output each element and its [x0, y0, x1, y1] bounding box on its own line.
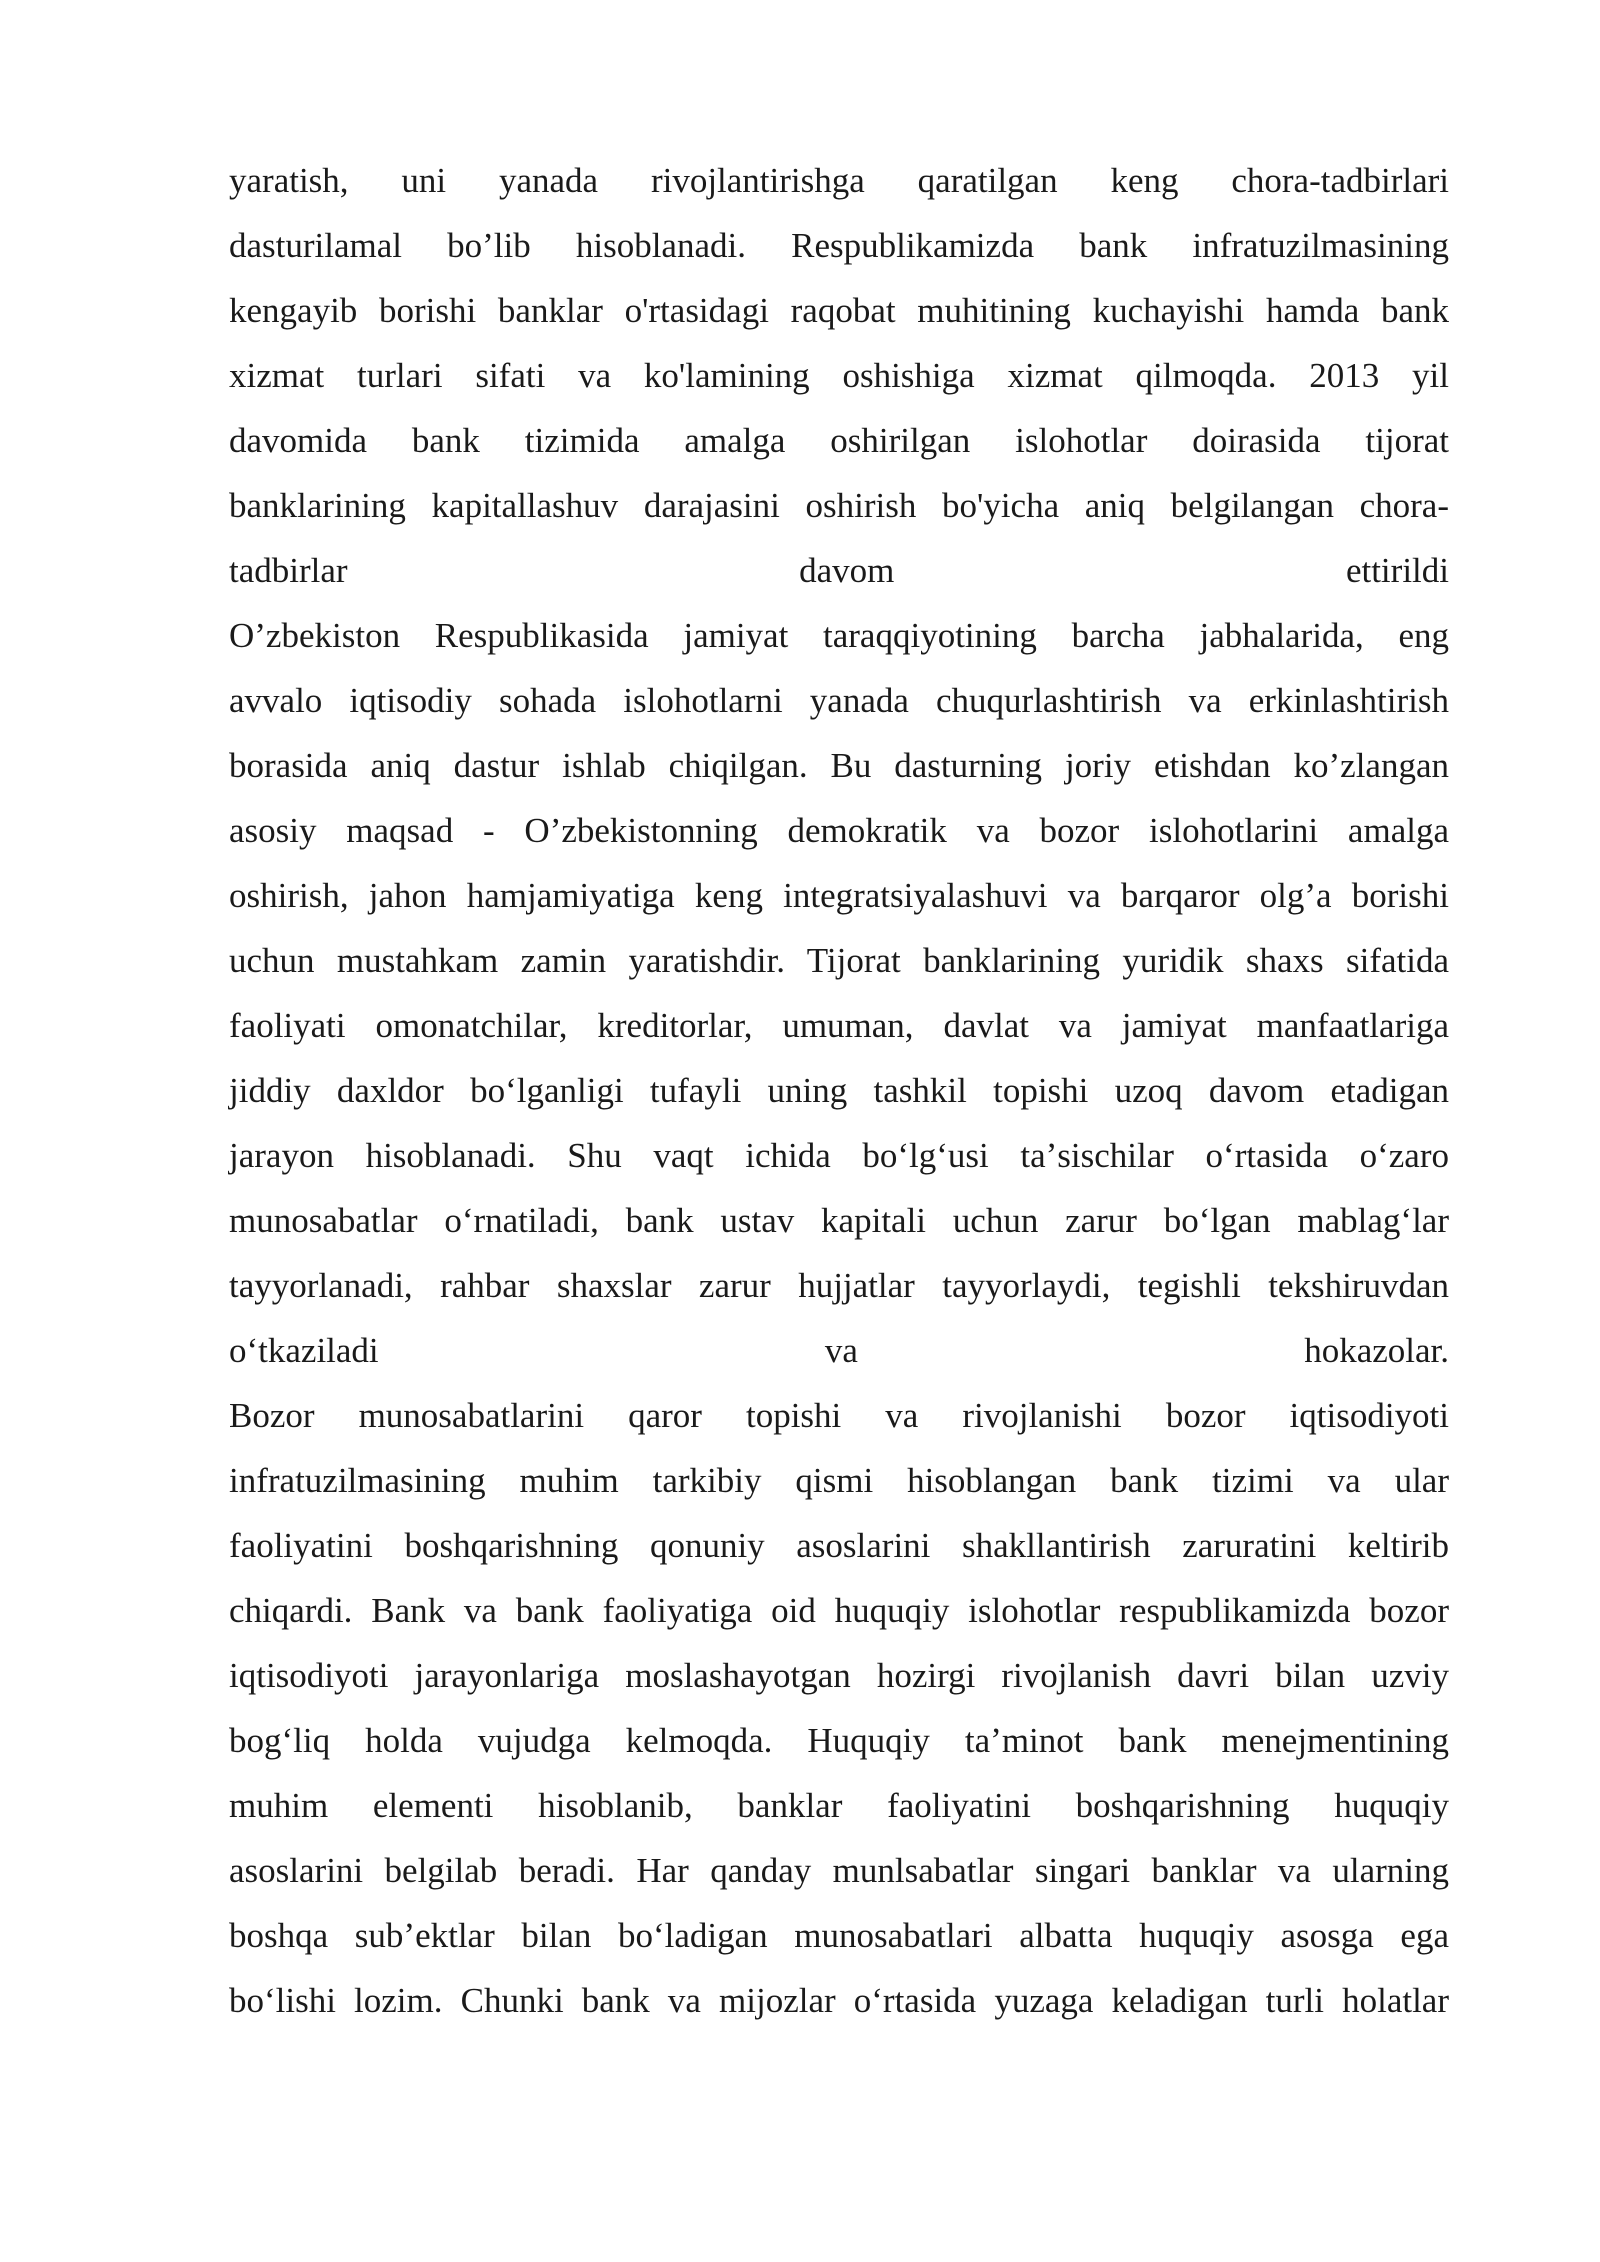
text-line: jiddiy daxldor boʻlganligi tufayli uning tashkil topishi uzoq davom etadigan: [229, 1071, 1449, 1110]
text-line: chiqardi. Bank va bank faoliyatiga oid huquqiy islohotlar respublikamizda bozor: [229, 1591, 1449, 1630]
text-line: kengayib borishi banklar o'rtasidagi raqobat muhitining kuchayishi hamda bank: [229, 291, 1449, 330]
text-line: iqtisodiyoti jarayonlariga moslashayotgan hozirgi rivojlanish davri bilan uzviy: [229, 1656, 1449, 1695]
text-line: banklarining kapitallashuv darajasini oshirish bo'yicha aniq belgilangan chora-: [229, 486, 1449, 525]
text-line: tayyorlanadi, rahbar shaxslar zarur hujjatlar tayyorlaydi, tegishli tekshiruvdan: [229, 1266, 1449, 1305]
text-line: asosiy maqsad - O’zbekistonning demokratik va bozor islohotlarini amalga: [229, 811, 1449, 850]
text-line: tadbirlar davom ettirildi: [229, 551, 1449, 590]
text-line: oshirish, jahon hamjamiyatiga keng integratsiyalashuvi va barqaror olg’a borishi: [229, 876, 1449, 915]
text-line: muhim elementi hisoblanib, banklar faoliyatini boshqarishning huquqiy: [229, 1786, 1449, 1825]
text-line: bogʻliq holda vujudga kelmoqda. Huquqiy taʼminot bank menejmentining: [229, 1721, 1449, 1760]
text-line: avvalo iqtisodiy sohada islohotlarni yanada chuqurlashtirish va erkinlashtirish: [229, 681, 1449, 720]
text-line: faoliyatini boshqarishning qonuniy asoslarini shakllantirish zaruratini keltirib: [229, 1526, 1449, 1565]
text-line: boʻlishi lozim. Chunki bank va mijozlar oʻrtasida yuzaga keladigan turli holatlar: [229, 1981, 1449, 2020]
text-line: Bozor munosabatlarini qaror topishi va rivojlanishi bozor iqtisodiyoti: [229, 1396, 1449, 1435]
text-line: yaratish, uni yanada rivojlantirishga qaratilgan keng chora-tadbirlari: [229, 161, 1449, 200]
text-line: infratuzilmasining muhim tarkibiy qismi hisoblangan bank tizimi va ular: [229, 1461, 1449, 1500]
text-line: xizmat turlari sifati va ko'lamining oshishiga xizmat qilmoqda. 2013 yil: [229, 356, 1449, 395]
text-line: jarayon hisoblanadi. Shu vaqt ichida boʻlgʻusi taʼsischilar oʻrtasida oʻzaro: [229, 1136, 1449, 1175]
text-line: uchun mustahkam zamin yaratishdir. Tijorat banklarining yuridik shaxs sifatida: [229, 941, 1449, 980]
body-text: [229, 148, 1449, 2033]
text-line: borasida aniq dastur ishlab chiqilgan. Bu dasturning joriy etishdan ko’zlangan: [229, 746, 1449, 785]
text-line: dasturilamal bo’lib hisoblanadi. Respublikamizda bank infratuzilmasining: [229, 226, 1449, 265]
text-line: O’zbekiston Respublikasida jamiyat taraqqiyotining barcha jabhalarida, eng: [229, 616, 1449, 655]
text-line: munosabatlar oʻrnatiladi, bank ustav kapitali uchun zarur boʻlgan mablagʻlar: [229, 1201, 1449, 1240]
text-line: oʻtkaziladi va hokazolar.: [229, 1331, 1449, 1370]
text-line: davomida bank tizimida amalga oshirilgan islohotlar doirasida tijorat: [229, 421, 1449, 460]
text-line: boshqa subʼektlar bilan boʻladigan munosabatlari albatta huquqiy asosga ega: [229, 1916, 1449, 1955]
text-line: faoliyati omonatchilar, kreditorlar, umuman, davlat va jamiyat manfaatlariga: [229, 1006, 1449, 1045]
text-line: asoslarini belgilab beradi. Har qanday munlsabatlar singari banklar va ularning: [229, 1851, 1449, 1890]
